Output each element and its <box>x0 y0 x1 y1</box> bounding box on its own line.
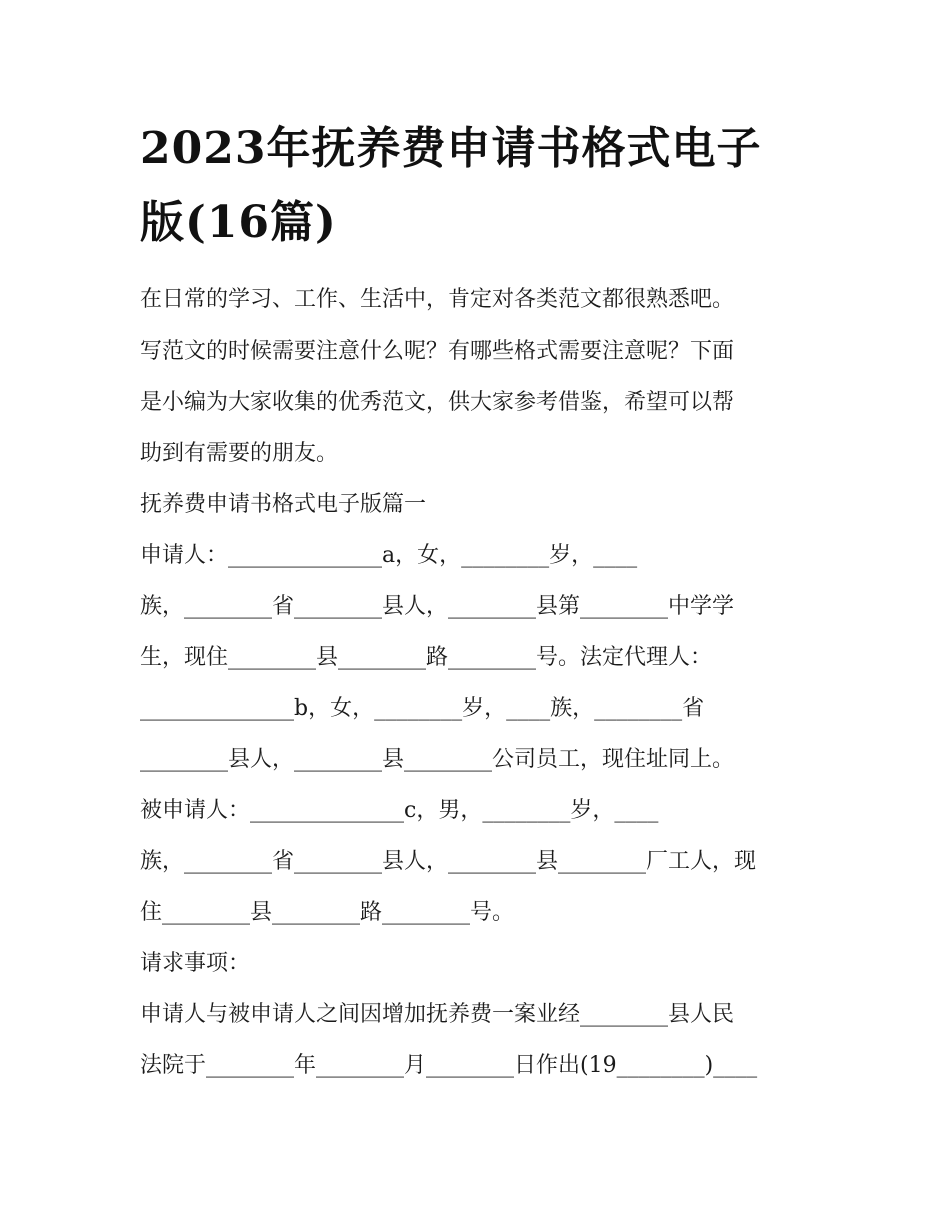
body-text-line: 申请人：______________a，女，________岁，____ <box>140 543 638 568</box>
body-text-line: ______________b，女，________岁，____族，________省 <box>140 696 705 721</box>
body-text-line: 法院于________年________月________日作出(19________)____ <box>140 1053 758 1078</box>
intro-paragraph-line: 在日常的学习、工作、生活中，肯定对各类范文都很熟悉吧。 <box>140 287 735 312</box>
request-heading: 请求事项： <box>140 951 251 976</box>
section-heading: 抚养费申请书格式电子版篇一 <box>140 492 427 517</box>
body-text-line: 被申请人：______________c，男，________岁，____ <box>140 798 659 823</box>
title-line-2: 版(16篇) <box>140 197 337 248</box>
title-line-1: 2023年抚养费申请书格式电子 <box>140 123 762 174</box>
document-title <box>140 112 820 260</box>
intro-paragraph-line: 写范文的时候需要注意什么呢？有哪些格式需要注意呢？下面 <box>140 339 735 364</box>
body-text-line: 生，现住________县________路________号。法定代理人： <box>140 645 713 670</box>
body-text-line: 住________县________路________号。 <box>140 900 515 925</box>
intro-paragraph-line: 助到有需要的朋友。 <box>140 441 339 466</box>
body-text-line: 族，________省________县人，________县________厂工人，现 <box>140 849 757 874</box>
body-text-line: 申请人与被申请人之间因增加抚养费一案业经________县人民 <box>140 1002 735 1027</box>
intro-paragraph-line: 是小编为大家收集的优秀范文，供大家参考借鉴，希望可以帮 <box>140 390 735 415</box>
body-text-line: ________县人，________县________公司员工，现住址同上。 <box>140 747 735 772</box>
body-text-line: 族，________省________县人，________县第________中学学 <box>140 594 735 619</box>
